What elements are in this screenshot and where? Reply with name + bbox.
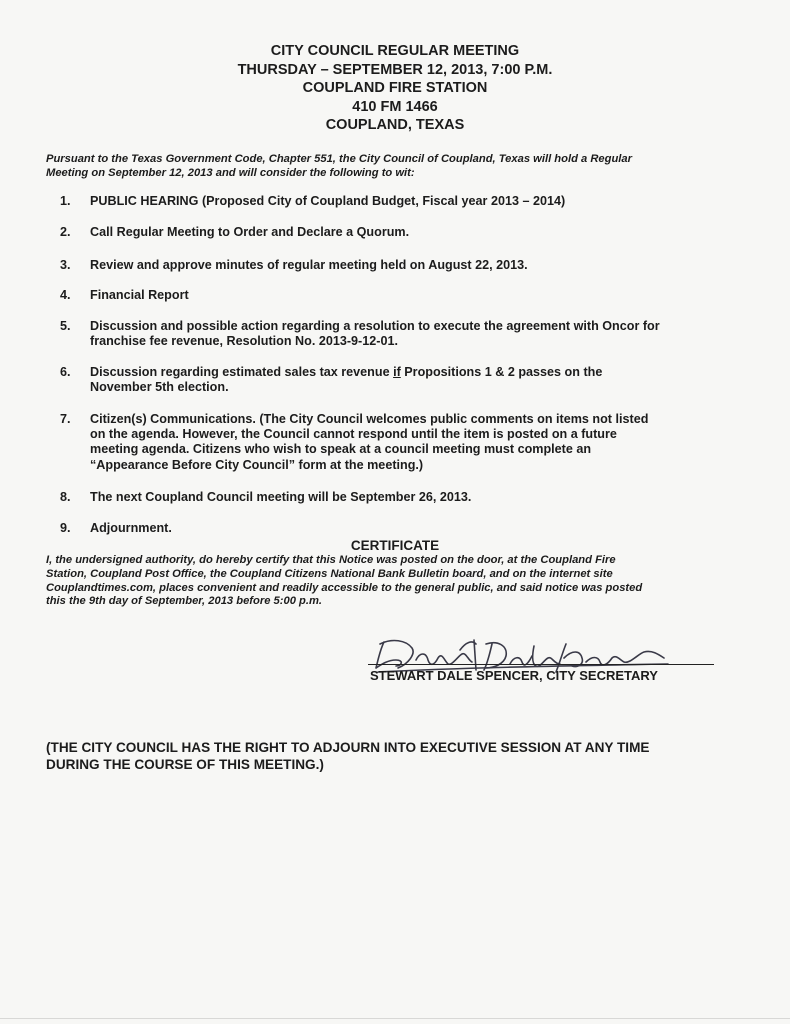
executive-session-note xyxy=(46,740,766,773)
agenda-text: Adjournment. xyxy=(90,521,172,535)
header-city: COUPLAND, TEXAS xyxy=(325,117,465,133)
agenda-text: Call Regular Meeting to Order and Declare a Quorum. xyxy=(90,225,410,239)
agenda-number: 7. xyxy=(60,412,71,426)
agenda-text: Citizen(s) Communications. (The City Council welcomes public comments on items not listed xyxy=(90,412,649,426)
agenda-number: 4. xyxy=(60,288,71,302)
agenda-number: 2. xyxy=(60,225,71,239)
certificate-title: CERTIFICATE xyxy=(350,538,440,553)
footer-line: (THE CITY COUNCIL HAS THE RIGHT TO ADJOURN INTO EXECUTIVE SESSION AT ANY TIME xyxy=(46,740,650,755)
agenda-item-1 xyxy=(60,194,740,209)
agenda-text: PUBLIC HEARING (Proposed City of Coupland Budget, Fiscal year 2013 – 2014) xyxy=(90,194,566,208)
agenda-text: Propositions 1 & 2 passes on the xyxy=(400,365,603,379)
certificate-text xyxy=(46,554,746,609)
certificate-line: this the 9th day of September, 2013 before 5:00 p.m. xyxy=(46,595,323,608)
agenda-text: Discussion regarding estimated sales tax revenue xyxy=(90,365,394,379)
agenda-text: Discussion and possible action regarding a resolution to execute the agreement with Oncor for xyxy=(90,319,660,333)
agenda-number: 1. xyxy=(60,194,71,208)
agenda-item-6 xyxy=(60,365,740,395)
agenda-text: “Appearance Before City Council” form at the meeting.) xyxy=(90,457,424,472)
agenda-item-4 xyxy=(60,288,740,303)
agenda-text: Financial Report xyxy=(90,288,189,302)
intro-paragraph xyxy=(46,152,746,180)
agenda-number: 9. xyxy=(60,521,71,535)
header-title: CITY COUNCIL REGULAR MEETING xyxy=(270,43,520,59)
agenda-item-2 xyxy=(60,225,740,240)
signature-line xyxy=(368,664,714,665)
agenda-text: Review and approve minutes of regular meeting held on August 22, 2013. xyxy=(90,258,528,272)
agenda-text: November 5th election. xyxy=(90,380,229,395)
agenda-item-7 xyxy=(60,412,740,473)
agenda-number: 3. xyxy=(60,258,71,272)
footer-line: DURING THE COURSE OF THIS MEETING.) xyxy=(46,756,324,772)
intro-line: Meeting on September 12, 2013 and will consider the following to wit: xyxy=(46,167,415,179)
certificate-line: Station, Coupland Post Office, the Coupland Citizens National Bank Bulletin board, and on the internet site xyxy=(46,567,613,580)
agenda-text: franchise fee revenue, Resolution No. 2013-9-12-01. xyxy=(90,334,398,349)
agenda-emphasis: if xyxy=(393,365,401,379)
agenda-item-3 xyxy=(60,258,740,273)
agenda-item-8 xyxy=(60,490,740,505)
certificate-line: Couplandtimes.com, places convenient and readily accessible to the general public, and said notice was posted xyxy=(46,581,643,594)
meeting-header xyxy=(0,42,790,135)
agenda-text: The next Coupland Council meeting will be September 26, 2013. xyxy=(90,490,472,504)
agenda-number: 6. xyxy=(60,365,71,379)
intro-line: Pursuant to the Texas Government Code, Chapter 551, the City Council of Coupland, Texas will hold a Regular xyxy=(46,153,632,165)
header-address: 410 FM 1466 xyxy=(352,98,438,115)
agenda-number: 5. xyxy=(60,319,71,333)
header-venue: COUPLAND FIRE STATION xyxy=(302,80,488,96)
header-date: THURSDAY – SEPTEMBER 12, 2013, 7:00 P.M. xyxy=(237,61,553,78)
agenda-item-9 xyxy=(60,521,740,536)
agenda-text: meeting agenda. Citizens who wish to speak at a council meeting must complete an xyxy=(90,442,592,457)
agenda-number: 8. xyxy=(60,490,71,504)
agenda-text: on the agenda. However, the Council cannot respond until the item is posted on a future xyxy=(90,427,617,442)
page-edge xyxy=(0,1018,790,1019)
signatory-name: STEWART DALE SPENCER, CITY SECRETARY xyxy=(370,668,658,683)
certificate-line: I, the undersigned authority, do hereby certify that this Notice was posted on the door, at the Coupland Fire xyxy=(46,554,616,566)
agenda-item-5 xyxy=(60,319,740,349)
